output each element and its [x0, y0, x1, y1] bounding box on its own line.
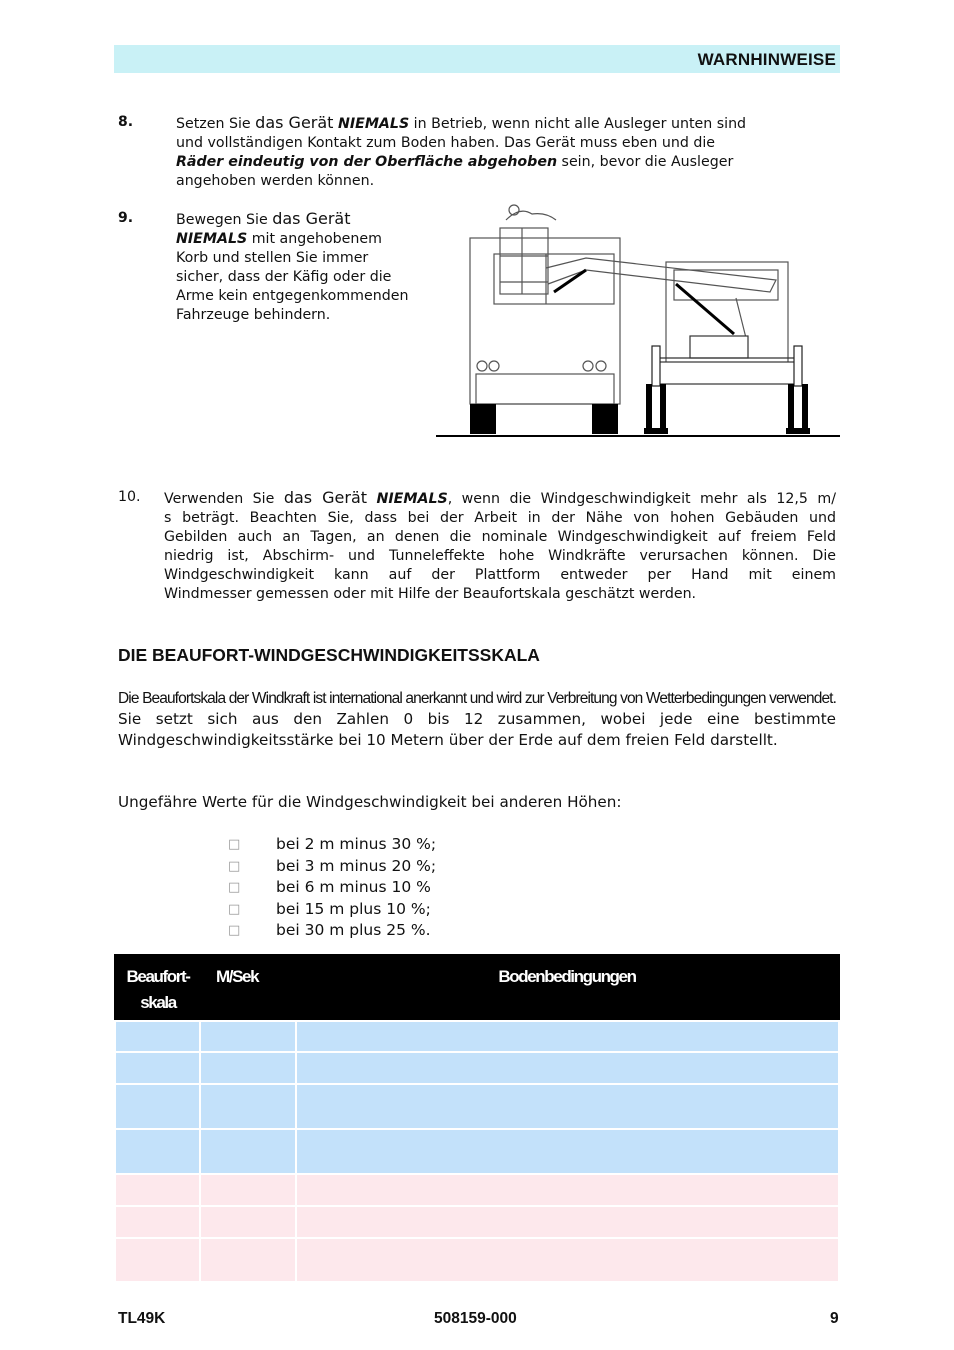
item-9-text: Bewegen Sie das Gerät NIEMALS mit angehobenem Korb und stellen Sie immer sicher, dass der Käfig oder die Arme kein entgegenkommenden Fahrzeuge behindern.	[176, 209, 409, 323]
list-item: □ bei 15 m plus 10 %;	[228, 899, 436, 921]
item-10-number: 10.	[118, 489, 141, 505]
bullet-box-icon: □	[228, 901, 241, 917]
item-8-number: 8.	[118, 114, 134, 130]
beaufort-table	[114, 954, 840, 1283]
footer-model: TL49K	[118, 1310, 166, 1327]
table-row	[115, 1084, 839, 1129]
bullet-box-icon: □	[228, 837, 241, 852]
truck-platform-illustration	[436, 198, 840, 440]
col-header-scale: Beaufort- skala	[115, 955, 200, 1021]
col-header-conditions: Bodenbedingungen	[296, 955, 839, 1021]
beaufort-intro-paragraph: Die Beaufortskala der Windkraft ist international anerkannt und wird zur Verbreitung von Wetterbedingungen verwendet. Sie setzt sich aus den Zahlen 0 bis 12 zusammen, wobei jede eine bestimmte Windgeschwindigkeitsstärke bei 10 Metern über der Erde auf dem freien Feld darstellt.	[118, 690, 836, 749]
bullet-box-icon: □	[228, 880, 241, 895]
table-row	[115, 1206, 839, 1238]
footer-page-number: 9	[830, 1310, 839, 1327]
heights-intro: Ungefähre Werte für die Windgeschwindigkeit bei anderen Höhen:	[118, 793, 622, 811]
bullet-box-icon: □	[228, 858, 241, 874]
footer-part-number: 508159-000	[434, 1310, 517, 1327]
page-header-title: WARNHINWEISE	[697, 50, 836, 69]
list-item: □ bei 2 m minus 30 %;	[228, 834, 436, 856]
col-header-speed: M/Sek	[200, 955, 296, 1021]
item-9-number: 9.	[118, 210, 134, 226]
bullet-box-icon: □	[228, 923, 241, 938]
table-row	[115, 1238, 839, 1282]
table-row	[115, 1174, 839, 1206]
section-title: DIE BEAUFORT-WINDGESCHWINDIGKEITSSKALA	[118, 645, 540, 665]
list-item: □ bei 30 m plus 25 %.	[228, 920, 436, 942]
item-10-text: Verwenden Sie das Gerät NIEMALS, wenn die Windgeschwindigkeit mehr als 12,5 m/ s beträgt. Beachten Sie, dass bei der Arbeit in der Nähe von hohen Gebäuden und Gebilden auch an Tagen, an denen die nominale Windgeschwindigkeit auf freiem Feld niedrig ist, Abschirm- und Tunneleffekte hohe Windkräfte verursachen können. Die Windgeschwindigkeit kann auf der Plattform entweder per Hand mit einem Windmesser gemessen oder mit Hilfe der Beaufortskala geschätzt werden.	[164, 488, 837, 602]
table-row	[115, 1052, 839, 1084]
table-header-row	[115, 955, 839, 1021]
list-item: □ bei 6 m minus 10 %	[228, 877, 436, 899]
list-item: □ bei 3 m minus 20 %;	[228, 856, 436, 878]
item-8-text: Setzen Sie das Gerät NIEMALS in Betrieb, wenn nicht alle Ausleger unten sind und vollständigen Kontakt zum Boden haben. Das Gerät muss eben und die Räder eindeutig von der Oberfläche abgehoben sein, bevor die Ausleger angehoben werden können.	[176, 113, 747, 189]
table-row	[115, 1021, 839, 1052]
height-bullet-list	[228, 834, 436, 942]
table-row	[115, 1129, 839, 1174]
